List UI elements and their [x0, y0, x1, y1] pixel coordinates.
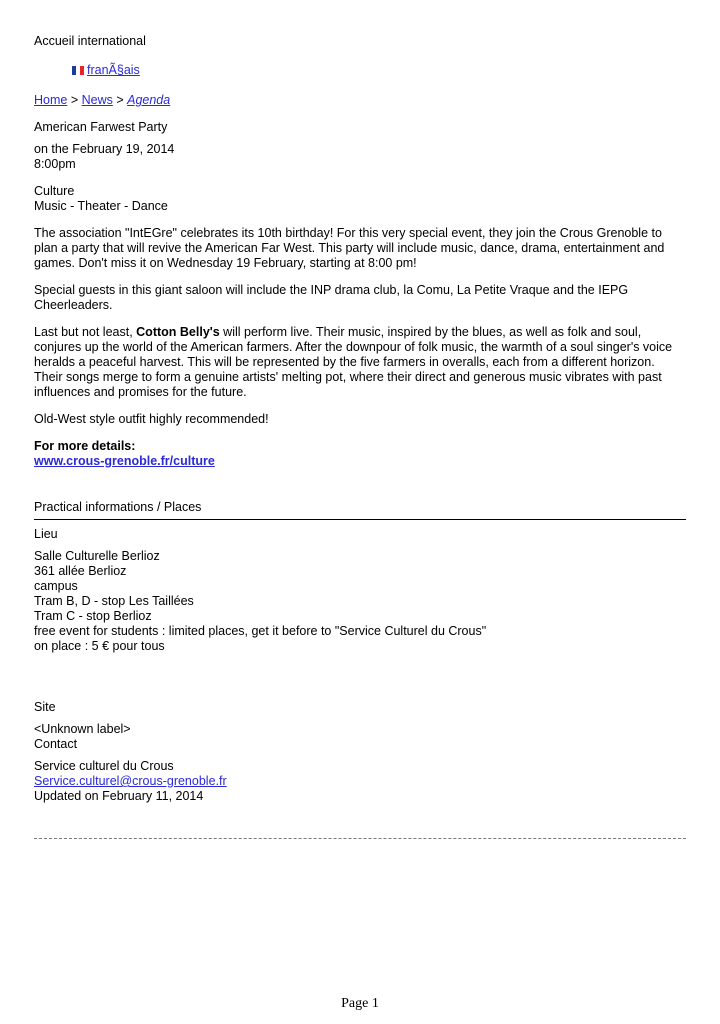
- contact-label: Contact: [34, 737, 78, 751]
- more-details-label: For more details:: [34, 439, 136, 453]
- address-line: free event for students : limited places, get it before to "Service Culturel du Crous": [34, 624, 487, 638]
- breadcrumb: [34, 93, 686, 108]
- service-name: Service culturel du Crous: [34, 759, 174, 773]
- subcategory-label: Music - Theater - Dance: [34, 199, 168, 213]
- french-flag-icon: [72, 66, 84, 75]
- performer-text: will perform live. Their music, inspired by the blues, as well as folk and soul, conjures up the world of the American farmers. After the downpour of folk music, the warmth of a soul singer's voice heralds a peaceful harvest. This will be represented by the five farmers in overalls, each from a different horizon. Their songs merge to form a genuine artists' melting pot, where their direct and generous music vibrates with past influences and promises for the future.: [34, 325, 673, 399]
- breadcrumb-separator: >: [67, 93, 82, 107]
- practical-heading: Practical informations / Places: [34, 500, 686, 520]
- guests-paragraph: Special guests in this giant saloon will include the INP drama club, la Comu, La Petite Vraque and the IEPG Cheerleaders.: [34, 283, 629, 312]
- site-title: Accueil international: [34, 34, 146, 48]
- breadcrumb-news-link[interactable]: News: [81, 93, 113, 107]
- address-block: [34, 549, 686, 654]
- service-email-link[interactable]: Service.culturel@crous-grenoble.fr: [34, 774, 227, 788]
- more-details: [34, 439, 686, 469]
- address-line: 361 allée Berlioz: [34, 564, 127, 578]
- address-line: campus: [34, 579, 78, 593]
- event-datetime: [34, 142, 686, 172]
- updated-date: Updated on February 11, 2014: [34, 789, 204, 803]
- document-page: [34, 34, 686, 839]
- page-number: Page 1: [341, 996, 379, 1011]
- address-line: Tram B, D - stop Les Taillées: [34, 594, 194, 608]
- breadcrumb-home-link[interactable]: Home: [34, 93, 68, 107]
- dress-code-paragraph: Old-West style outfit highly recommended!: [34, 412, 269, 426]
- contact-block: [34, 722, 686, 752]
- performer-paragraph: [34, 325, 686, 400]
- event-date: on the February 19, 2014: [34, 142, 175, 156]
- description-paragraph: The association "IntEGre" celebrates its 10th birthday! For this very special event, they join the Crous Grenoble to plan a party that will revive the American Far West. This party will include music, dance, drama, entertainment and games. Don't miss it on Wednesday 19 February, starting at 8:00 pm!: [34, 226, 665, 270]
- service-block: [34, 759, 686, 804]
- address-line: on place : 5 € pour tous: [34, 639, 165, 653]
- breadcrumb-agenda-link[interactable]: Agenda: [127, 93, 171, 107]
- address-line: Tram C - stop Berlioz: [34, 609, 152, 623]
- lieu-label: Lieu: [34, 527, 58, 541]
- event-title: American Farwest Party: [34, 120, 168, 134]
- address-line: Salle Culturelle Berlioz: [34, 549, 160, 563]
- performer-intro: Last but not least,: [34, 325, 137, 339]
- event-time: 8:00pm: [34, 157, 76, 171]
- more-details-link[interactable]: www.crous-grenoble.fr/culture: [34, 454, 215, 468]
- event-category: [34, 184, 686, 214]
- language-link[interactable]: franÃ§ais: [87, 63, 140, 77]
- language-switcher: [72, 63, 686, 78]
- performer-name: Cotton Belly's: [136, 325, 220, 339]
- dashed-divider: [34, 838, 686, 839]
- site-label: Site: [34, 700, 56, 714]
- breadcrumb-separator: >: [112, 93, 128, 107]
- category-label: Culture: [34, 184, 75, 198]
- unknown-label: <Unknown label>: [34, 722, 131, 736]
